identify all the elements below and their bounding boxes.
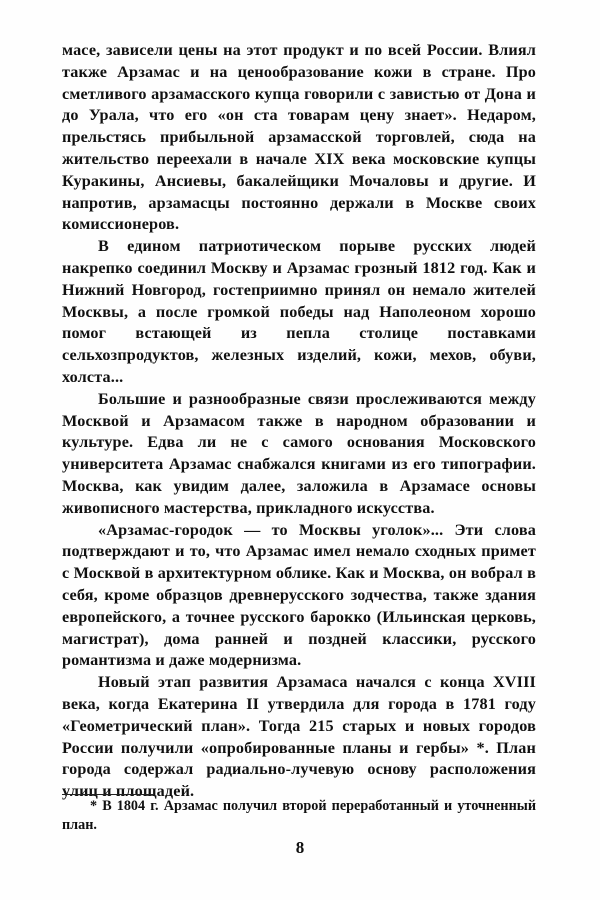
- footnote-divider: [62, 794, 154, 795]
- paragraph-4: «Арзамас-городок — то Москвы уголок»... Эти слова подтверждают и то, что Арзамас имел немало сходных примет с Москвой в архитектурном облике. Как и Москва, он вобрал в себя, кроме образцов древнерусского зодчества, также здания европейского, а точнее русского барокко (Ильинская церковь, магистрат), дома ранней и поздней классики, русского романтизма и даже модернизма.: [62, 520, 536, 670]
- main-text: [62, 40, 536, 803]
- paragraph-3: Большие и разнообразные связи прослеживаются между Москвой и Арзамасом также в народном образовании и культуре. Едва ли не с самого основания Московского университета Арзамас снабжался книгами из его типографии. Москва, как увидим далее, заложила в Арзамасе основы живописного мастерства, прикладного искусства.: [62, 389, 536, 517]
- paragraph-2: В едином патриотическом порыве русских людей накрепко соединил Москву и Арзамас грозный 1812 год. Как и Нижний Новгород, гостеприимно принял он немало жителей Москвы, а после громкой победы над Наполеоном хорошо помог встающей из пепла столице поставками сельхозпродуктов, железных изделий, кожи, мехов, обуви, холста...: [62, 237, 536, 386]
- page-number: 8: [295, 838, 305, 857]
- paragraph-1: масе, зависели цены на этот продукт и по всей России. Влиял также Арзамас и на ценообразование кожи в стране. Про сметливого арзамасского купца говорили с завистью от Дона и до Урала, что его «он ста товарам цену знает». Недаром, прельстясь прибыльной арзамасской торговлей, сюда на жительство переехали в начале XIX века московские купцы Куракины, Ансиевы, бакалейщики Мочаловы и другие. И напротив, арзамасцы постоянно держали в Москве своих комиссионеров.: [62, 41, 536, 234]
- footnote: * В 1804 г. Арзамас получил второй переработанный и уточненный план.: [62, 798, 536, 833]
- paragraph-5: Новый этап развития Арзамаса начался с конца XVIII века, когда Екатерина II утвердила для города в 1781 году «Геометрический план». Тогда 215 старых и новых городов России получили «опробированные планы и гербы» *. План города содержал радиально-лучевую основу расположения улиц и площадей.: [62, 673, 536, 801]
